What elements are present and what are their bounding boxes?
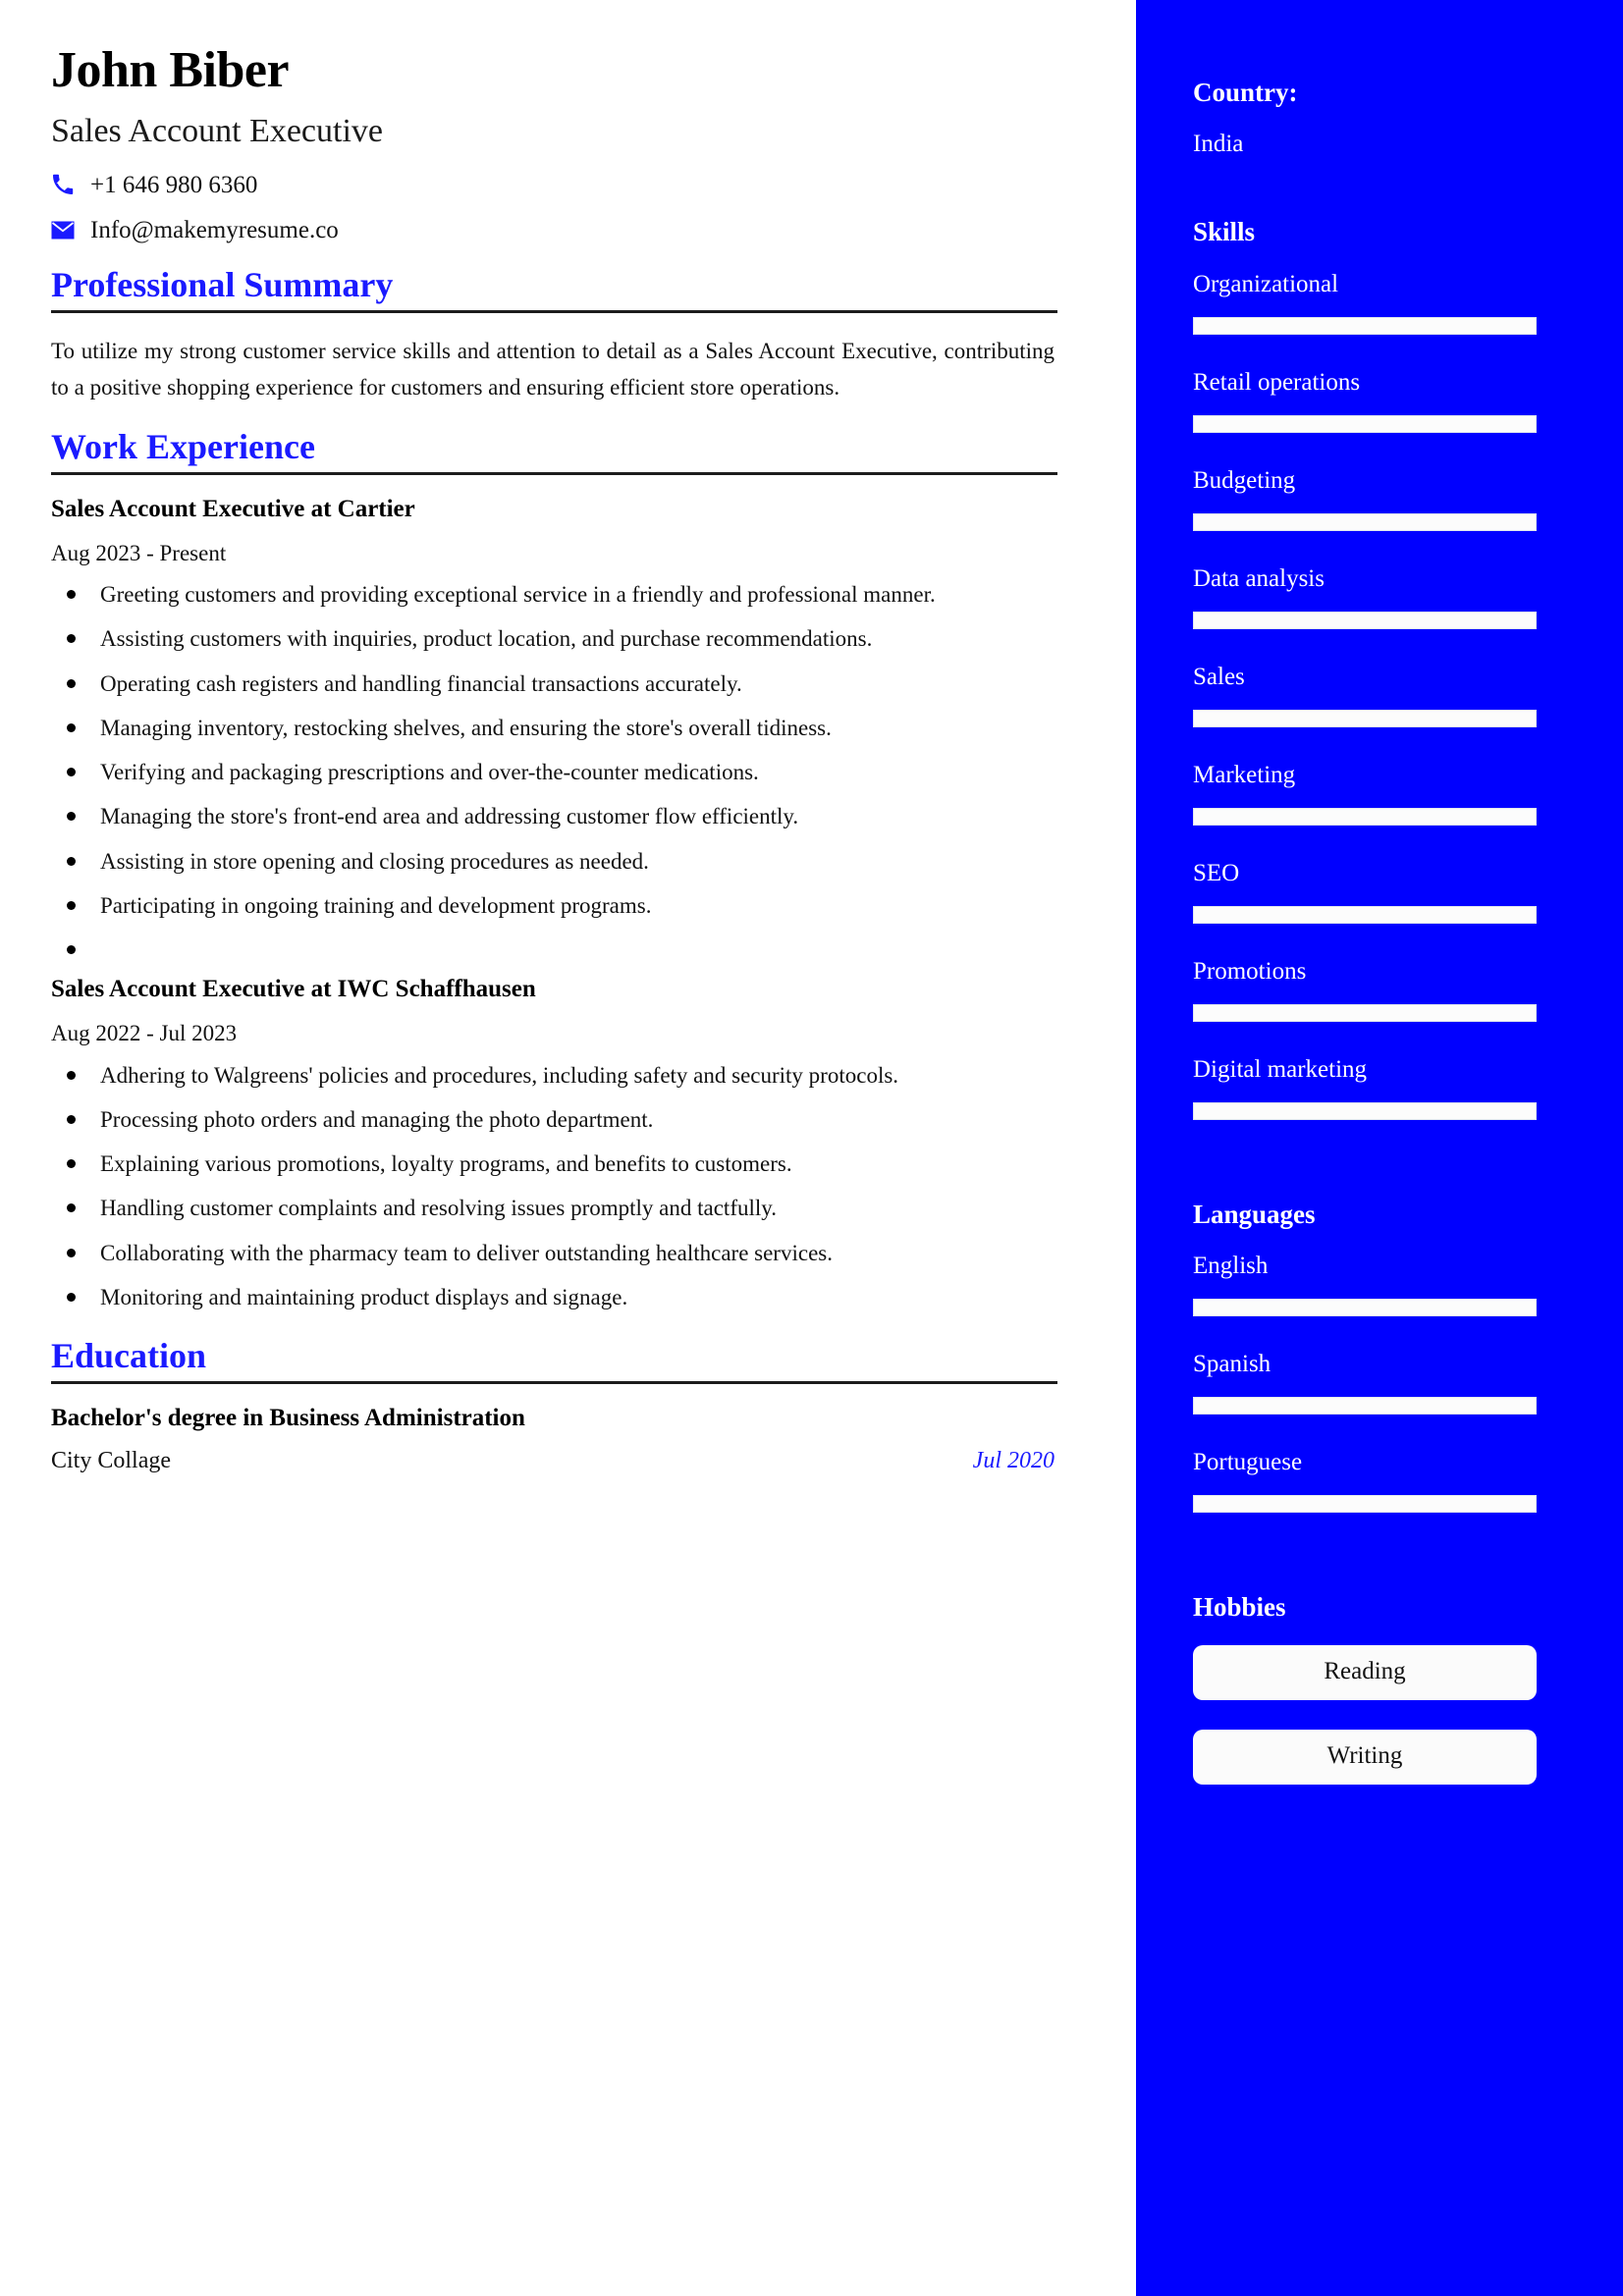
skill-level-item: [1193, 761, 1537, 826]
education-school: City Collage: [51, 1448, 171, 1474]
language-level-bar: [1193, 1397, 1537, 1415]
skill-level-bar-fill: [1194, 613, 1536, 628]
skill-label: Digital marketing: [1193, 1055, 1368, 1083]
skill-level-bar: [1193, 513, 1537, 531]
section-professional-summary: [51, 266, 1059, 405]
experience-bullet: Managing the store's front-end area and addressing customer flow efficiently.: [51, 798, 1055, 834]
sidebar-languages-block: [1193, 1199, 1537, 1513]
contact-phone-row[interactable]: [51, 170, 1059, 199]
experience-role: Sales Account Executive at IWC Schaffhausen: [51, 976, 536, 1003]
email-address: Info@makemyresume.co: [90, 216, 339, 243]
experience-item: [51, 495, 1059, 962]
language-level-bar-fill: [1194, 1496, 1536, 1512]
summary-text: To utilize my strong customer service skills and attention to detail as a Sales Account Executive, contributing to a positive shopping experience for customers and ensuring efficient store operations.: [51, 339, 1055, 400]
section-divider: [51, 472, 1057, 475]
sidebar: [1136, 0, 1623, 2296]
experience-bullet: [51, 932, 1055, 961]
skill-level-bar: [1193, 415, 1537, 433]
language-level-item: [1193, 1252, 1537, 1316]
skill-level-bar: [1193, 317, 1537, 335]
language-level-bar-fill: [1194, 1300, 1536, 1315]
languages-list: [1193, 1252, 1537, 1513]
experience-bullet: Assisting in store opening and closing procedures as needed.: [51, 843, 1055, 880]
language-label: English: [1193, 1253, 1269, 1280]
language-label: Spanish: [1193, 1351, 1271, 1378]
skill-level-item: [1193, 957, 1537, 1022]
contact-email-row[interactable]: [51, 215, 1059, 244]
experience-bullet: Collaborating with the pharmacy team to deliver outstanding healthcare services.: [51, 1235, 1055, 1271]
section-work-experience: [51, 428, 1059, 1316]
envelope-icon: [51, 217, 79, 242]
experience-list: [51, 495, 1059, 1316]
education-item: [51, 1404, 1059, 1475]
experience-bullet-list: [51, 576, 1055, 961]
section-heading-work: Work Experience: [51, 426, 315, 466]
skill-label: SEO: [1193, 859, 1240, 886]
language-level-bar: [1193, 1299, 1537, 1316]
skill-level-item: [1193, 859, 1537, 924]
section-divider: [51, 1381, 1057, 1384]
experience-bullet: Operating cash registers and handling financial transactions accurately.: [51, 666, 1055, 702]
education-date: Jul 2020: [972, 1448, 1055, 1474]
candidate-name: John Biber: [51, 42, 290, 98]
section-education: [51, 1337, 1059, 1475]
skill-level-bar-fill: [1194, 416, 1536, 432]
skill-label: Retail operations: [1193, 368, 1361, 396]
skill-level-bar: [1193, 612, 1537, 629]
skill-level-bar-fill: [1194, 1103, 1536, 1119]
skill-label: Budgeting: [1193, 466, 1296, 494]
section-heading-education: Education: [51, 1336, 207, 1376]
skill-level-bar-fill: [1194, 318, 1536, 334]
skill-label: Promotions: [1193, 957, 1307, 985]
skill-level-item: [1193, 663, 1537, 727]
skill-level-bar-fill: [1194, 907, 1536, 923]
skill-level-item: [1193, 466, 1537, 531]
experience-bullet: Handling customer complaints and resolving issues promptly and tactfully.: [51, 1190, 1055, 1226]
sidebar-heading-country: Country:: [1193, 78, 1298, 107]
skill-level-item: [1193, 564, 1537, 629]
skill-level-item: [1193, 270, 1537, 335]
skill-level-bar: [1193, 906, 1537, 924]
experience-bullet: Adhering to Walgreens' policies and procedures, including safety and security protocols.: [51, 1057, 1055, 1094]
sidebar-hobbies-block: [1193, 1591, 1537, 1784]
skill-level-bar-fill: [1194, 1005, 1536, 1021]
sidebar-heading-skills: Skills: [1193, 217, 1256, 247]
experience-bullet: Processing photo orders and managing the photo department.: [51, 1101, 1055, 1138]
skill-level-bar-fill: [1194, 809, 1536, 825]
sidebar-country-block: [1193, 77, 1537, 159]
sidebar-skills-block: [1193, 216, 1537, 1119]
skill-label: Marketing: [1193, 761, 1296, 788]
experience-dates: Aug 2023 - Present: [51, 540, 227, 565]
education-list: [51, 1404, 1059, 1475]
experience-bullet: Monitoring and maintaining product displays and signage.: [51, 1279, 1055, 1315]
spacer: [1193, 159, 1537, 216]
language-level-item: [1193, 1350, 1537, 1415]
experience-bullet: Verifying and packaging prescriptions and over-the-counter medications.: [51, 754, 1055, 790]
experience-bullet: Participating in ongoing training and development programs.: [51, 887, 1055, 924]
skill-level-item: [1193, 368, 1537, 433]
language-level-item: [1193, 1448, 1537, 1513]
skill-label: Organizational: [1193, 270, 1339, 297]
hobby-pill[interactable]: Writing: [1193, 1730, 1537, 1785]
language-level-bar-fill: [1194, 1398, 1536, 1414]
sidebar-heading-languages: Languages: [1193, 1199, 1316, 1229]
experience-dates: Aug 2022 - Jul 2023: [51, 1021, 238, 1046]
section-divider: [51, 310, 1057, 313]
experience-bullet: Explaining various promotions, loyalty programs, and benefits to customers.: [51, 1146, 1055, 1182]
phone-number: +1 646 980 6360: [90, 171, 258, 198]
experience-role: Sales Account Executive at Cartier: [51, 495, 415, 522]
hobbies-list: [1193, 1645, 1537, 1785]
experience-bullet: Greeting customers and providing exceptional service in a friendly and professional manner.: [51, 576, 1055, 613]
hobby-pill[interactable]: Reading: [1193, 1645, 1537, 1700]
skill-level-bar: [1193, 1004, 1537, 1022]
skill-level-bar: [1193, 808, 1537, 826]
sidebar-heading-hobbies: Hobbies: [1193, 1592, 1286, 1623]
skill-level-bar: [1193, 710, 1537, 727]
experience-bullet-list: [51, 1057, 1055, 1316]
skill-level-bar-fill: [1194, 514, 1536, 530]
candidate-job-title: Sales Account Executive: [51, 113, 384, 150]
skill-level-item: [1193, 1055, 1537, 1120]
section-heading-summary: Professional Summary: [51, 265, 394, 305]
education-degree: Bachelor's degree in Business Administration: [51, 1405, 525, 1432]
skill-label: Sales: [1193, 663, 1245, 690]
experience-bullet: Assisting customers with inquiries, product location, and purchase recommendations.: [51, 620, 1055, 657]
skills-list: [1193, 270, 1537, 1120]
education-detail-row: [51, 1447, 1055, 1475]
phone-icon: [51, 172, 79, 197]
skill-label: Data analysis: [1193, 564, 1325, 592]
experience-bullet: Managing inventory, restocking shelves, and ensuring the store's overall tidiness.: [51, 710, 1055, 746]
sidebar-country-value: India: [1193, 131, 1244, 158]
spacer: [1193, 1153, 1537, 1199]
language-label: Portuguese: [1193, 1449, 1303, 1476]
spacer: [1193, 1546, 1537, 1591]
experience-item: [51, 975, 1059, 1315]
skill-level-bar-fill: [1194, 711, 1536, 726]
skill-level-bar: [1193, 1102, 1537, 1120]
language-level-bar: [1193, 1495, 1537, 1513]
